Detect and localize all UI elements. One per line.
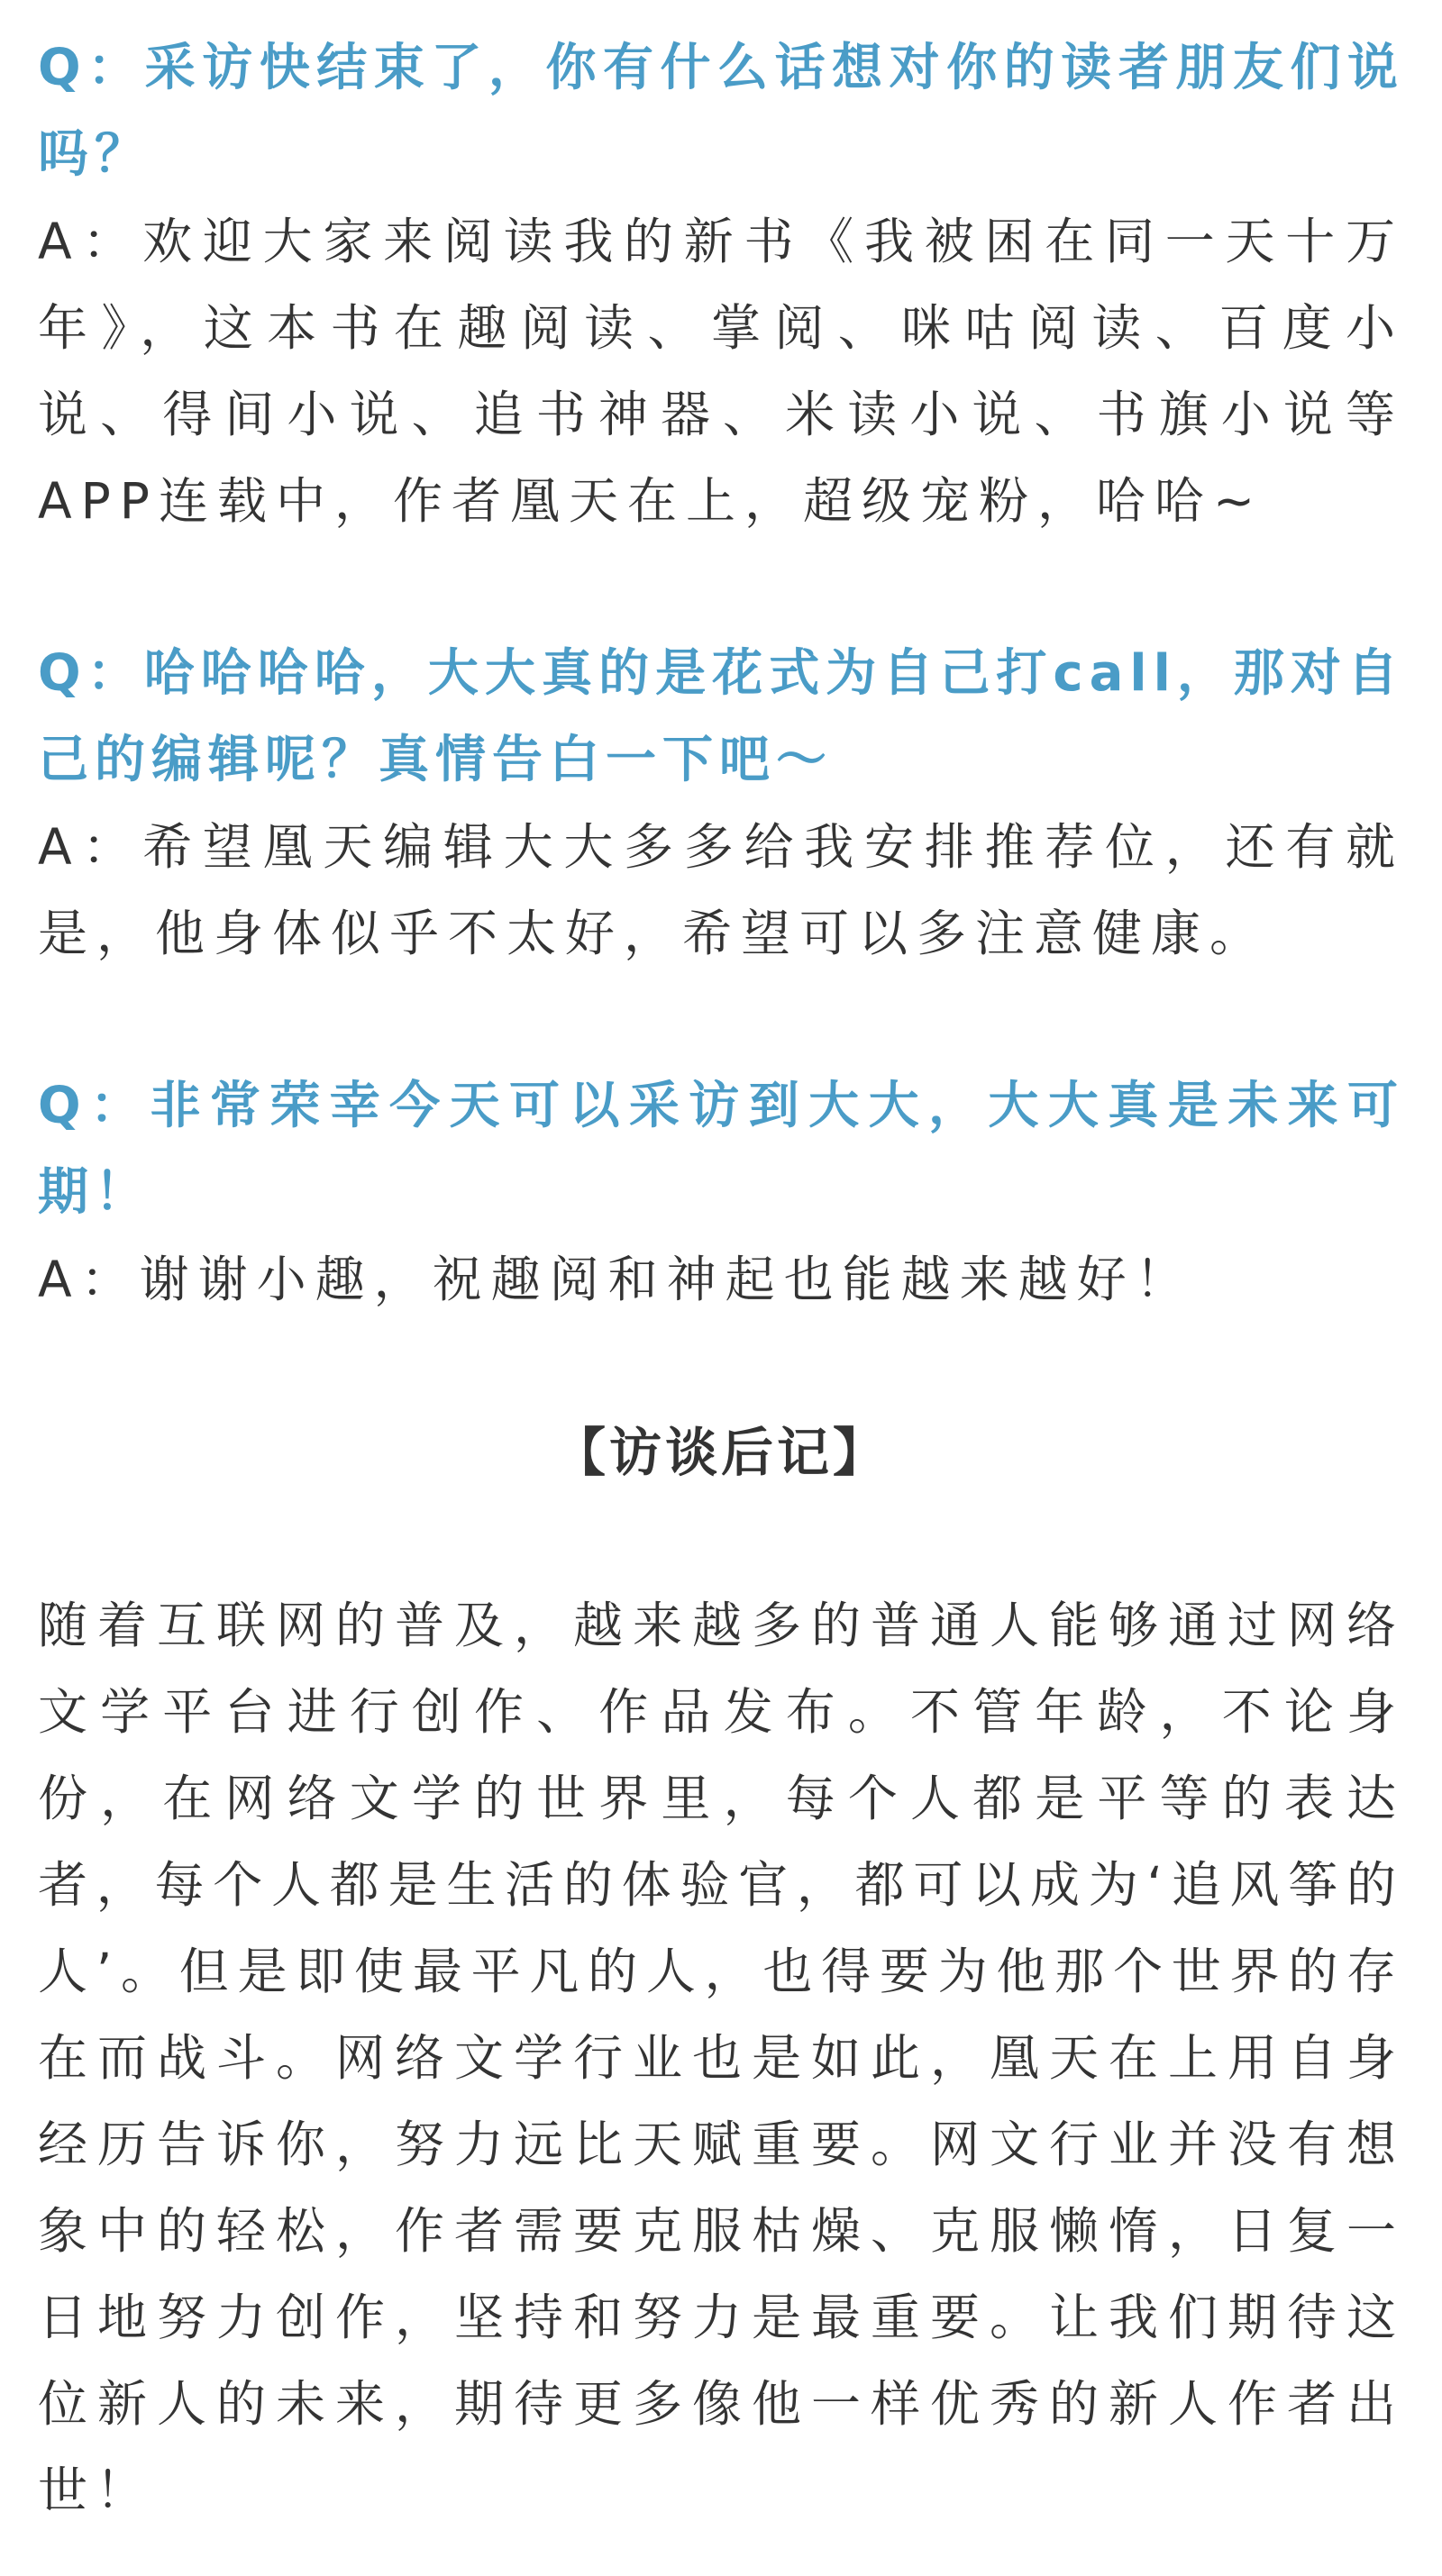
answer-1: A：欢迎大家来阅读我的新书《我被困在同一天十万年》，这本书在趣阅读、掌阅、咪咕阅读、百度小说、得间小说、追书神器、米读小说、书旗小说等APP连载中，作者凰天在上，超级宠粉，哈哈~ bbox=[38, 213, 1404, 530]
question-1: Q：采访快结束了，你有什么话想对你的读者朋友们说吗？ bbox=[38, 39, 1404, 184]
spacer bbox=[38, 1496, 1404, 1582]
afterword-title: 【访谈后记】 bbox=[552, 1422, 889, 1483]
question-2: Q：哈哈哈哈，大大真的是花式为自己打call，那对自己的编辑呢？真情告白一下吧～ bbox=[38, 644, 1404, 789]
qa-item-3 bbox=[38, 1063, 1404, 1323]
answer-3: A：谢谢小趣，祝趣阅和神起也能越来越好！ bbox=[38, 1251, 1194, 1308]
answer-2: A：希望凰天编辑大大多多给我安排推荐位，还有就是，他身体似乎不太好，希望可以多注意健康。 bbox=[38, 818, 1404, 962]
spacer bbox=[38, 544, 1404, 631]
qa-item-2 bbox=[38, 631, 1404, 977]
spacer bbox=[38, 977, 1404, 1063]
afterword-body: 随着互联网的普及，越来越多的普通人能够通过网络文学平台进行创作、作品发布。不管年龄，不论身份，在网络文学的世界里，每个人都是平等的表达者，每个人都是生活的体验官，都可以成为‘追风筝的人’。但是即使最平凡的人，也得要为他那个世界的存在而战斗。网络文学行业也是如此，凰天在上用自身经历告诉你，努力远比天赋重要。网文行业并没有想象中的轻松，作者需要克服枯燥、克服懒惰，日复一日地努力创作，坚持和努力是最重要。让我们期待这位新人的未来，期待更多像他一样优秀的新人作者出世！ bbox=[38, 1597, 1404, 2519]
question-3: Q：非常荣幸今天可以采访到大大，大大真是未来可期！ bbox=[38, 1077, 1404, 1222]
qa-item-1 bbox=[38, 25, 1404, 544]
spacer bbox=[38, 1323, 1404, 1409]
